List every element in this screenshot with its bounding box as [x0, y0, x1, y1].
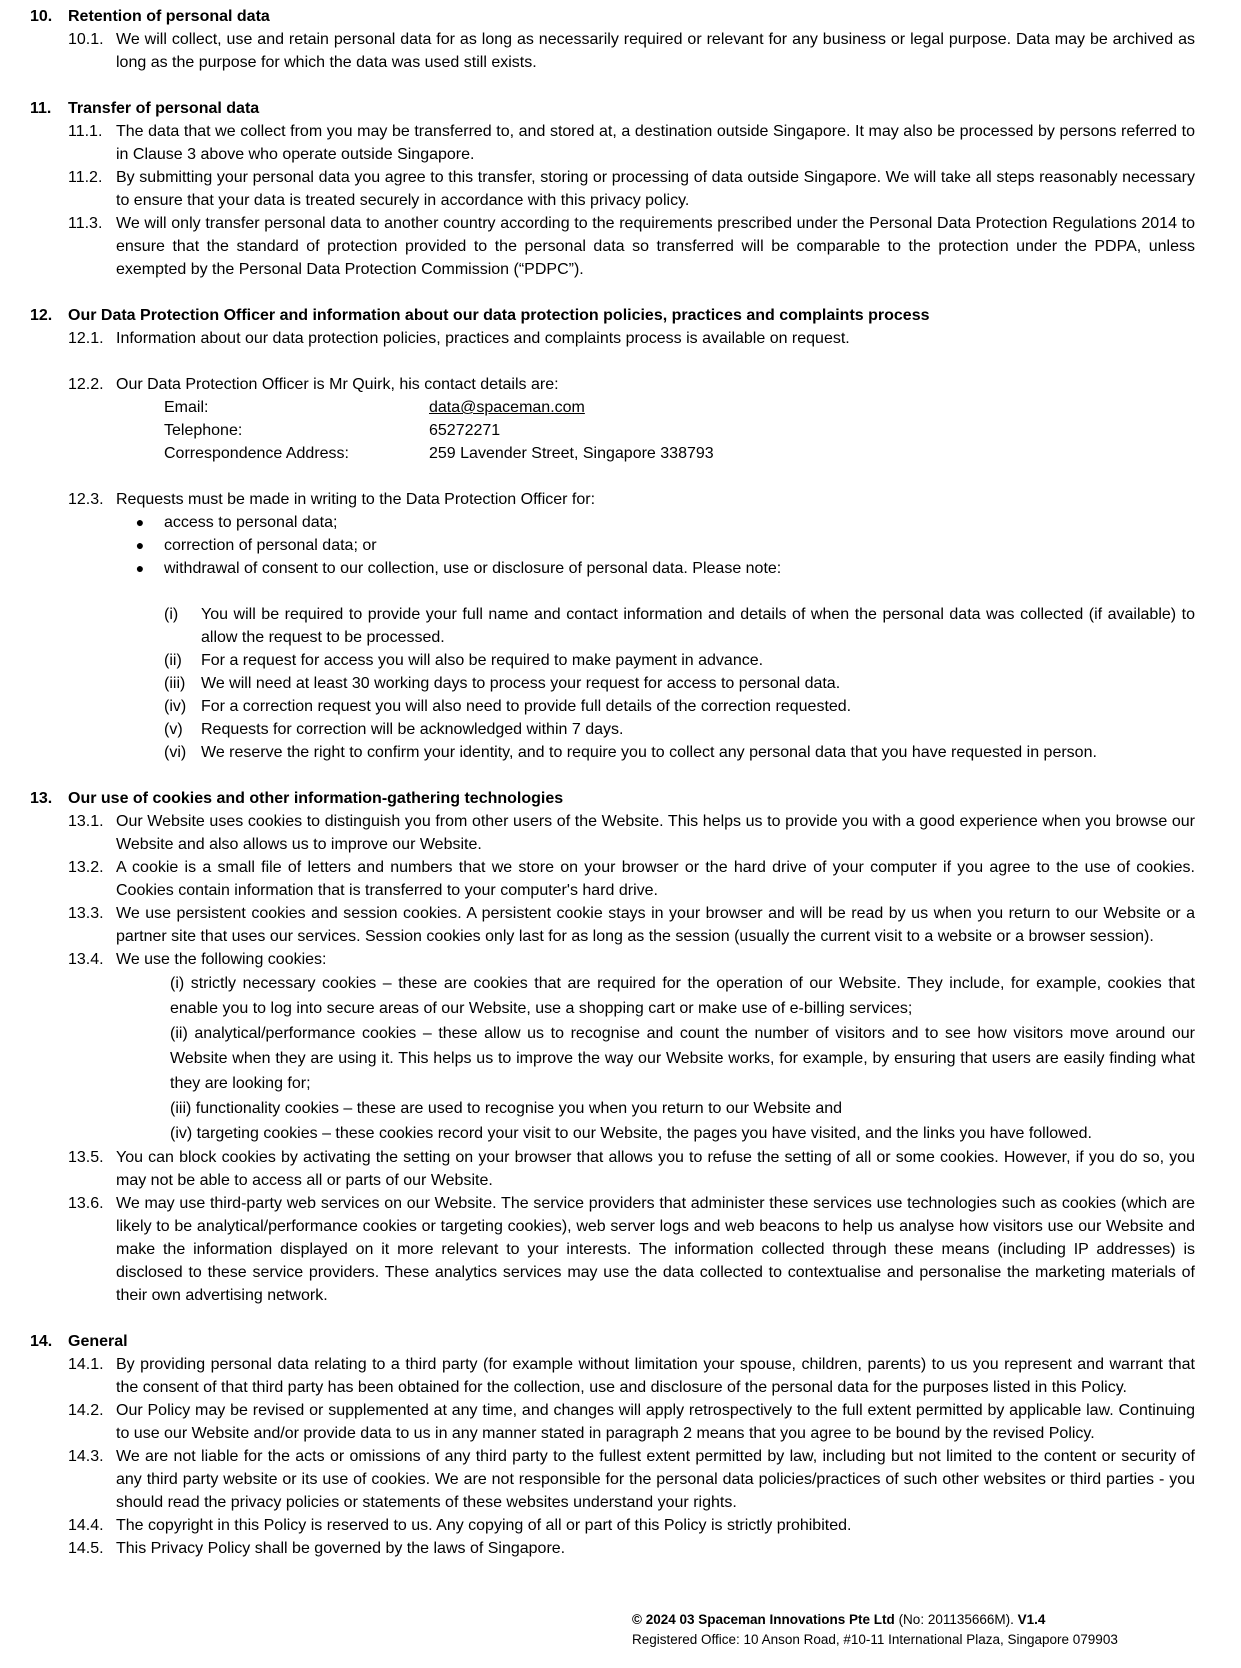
clause-text: We use persistent cookies and session cookies. A persistent cookie stays in your browser and will be read by us when you return to our Website or a partner site that uses our services. Session cookies only last for as long as the session (usually the current visit to a website or a browser session). — [116, 905, 1195, 945]
clause-12-1 — [68, 327, 1195, 350]
section-13 — [30, 787, 1195, 1307]
clause-number: 11.1. — [68, 123, 103, 140]
section-number: 14. — [30, 1333, 53, 1350]
clause-body — [116, 488, 1195, 764]
clause-12-3 — [68, 488, 1195, 764]
clause-text: We will only transfer personal data to another country according to the requirements prescribed under the Personal Data Protection Regulations 2014 to ensure that the standard of protection provided to the personal data so transferred will be comparable to the protection under the PDPA, unless exempted by the Personal Data Protection Commission (“PDPC”). — [116, 215, 1195, 278]
note-text: You will be required to provide your full name and contact information and details of when the personal data was collected (if available) to allow the request to be processed. — [201, 606, 1195, 646]
spacer — [30, 350, 1195, 373]
note-text: Requests for correction will be acknowledged within 7 days. — [201, 721, 624, 738]
note-number: (iv) — [164, 698, 187, 715]
clause-number: 13.1. — [68, 813, 104, 830]
clause-14-2 — [68, 1399, 1195, 1445]
section-12 — [30, 304, 1195, 764]
section-number: 13. — [30, 790, 53, 807]
clause-number: 11.3. — [68, 215, 103, 232]
clause-14-3 — [68, 1445, 1195, 1514]
clause-text: Requests must be made in writing to the Data Protection Officer for: — [116, 491, 596, 508]
note-item — [164, 741, 1195, 764]
clause-number: 13.2. — [68, 859, 104, 876]
clause-text: Our Website uses cookies to distinguish you from other users of the Website. This helps us to provide you with a good experience when you browse our Website and also allows us to improve our Website. — [116, 813, 1195, 853]
clause-14-5 — [68, 1537, 1195, 1560]
clause-number: 14.5. — [68, 1540, 104, 1557]
clause-10-1 — [68, 28, 1195, 74]
clause-11-1 — [68, 120, 1195, 166]
bullet-icon: ● — [135, 514, 145, 530]
clause-number: 13.5. — [68, 1149, 104, 1166]
email-link[interactable]: data@spaceman.com — [429, 399, 585, 416]
section-title: General — [68, 1333, 128, 1350]
contact-phone-row — [164, 419, 1195, 442]
section-title: Retention of personal data — [68, 8, 270, 25]
clause-number: 12.1. — [68, 330, 104, 347]
clause-text: We use the following cookies: — [116, 951, 327, 968]
clause-number: 14.1. — [68, 1356, 104, 1373]
note-number: (iii) — [164, 675, 186, 692]
footer-version: V1.4 — [1017, 1612, 1046, 1627]
bullet-icon: ● — [135, 560, 145, 576]
section-10 — [30, 5, 1195, 74]
section-number: 12. — [30, 307, 53, 324]
clause-number: 12.3. — [68, 491, 104, 508]
note-text: We reserve the right to confirm your identity, and to require you to collect any personal data that you have requested in person. — [201, 744, 1097, 761]
policy-page — [30, 5, 1195, 1583]
address-label: Correspondence Address: — [164, 445, 349, 462]
clause-text: We are not liable for the acts or omissions of any third party to the fullest extent permitted by law, including but not limited to the content or security of any third party website or its use of cookies. We are not responsible for the personal data policies/practices of such other websites or third parties - you should read the privacy policies or statements of these websites understand your rights. — [116, 1448, 1195, 1511]
section-heading — [30, 5, 1195, 28]
note-item — [164, 603, 1195, 649]
clause-text: A cookie is a small file of letters and numbers that we store on your browser or the hard drive of your computer if you agree to the use of cookies. Cookies contain information that is transferred to your computer's hard drive. — [116, 859, 1195, 899]
section-title: Our Data Protection Officer and information about our data protection policies, practices and complaints process — [68, 307, 930, 324]
clause-11-2 — [68, 166, 1195, 212]
clause-number: 14.3. — [68, 1448, 104, 1465]
clause-text: This Privacy Policy shall be governed by the laws of Singapore. — [116, 1540, 566, 1557]
section-number: 11. — [30, 100, 52, 117]
clause-text: We may use third-party web services on our Website. The service providers that administer these services use technologies such as cookies (which are likely to be analytical/performance cookies or targeting cookies), web server logs and web beacons to help us analyse how visitors use our Website and make the information displayed on it more relevant to your interests. The information collected through these means (including IP addresses) is disclosed to these service providers. These analytics services may use the data collected to contextualise and personalise the marketing materials of their own advertising network. — [116, 1195, 1195, 1304]
note-text: For a request for access you will also be required to make payment in advance. — [201, 652, 764, 669]
clause-number: 13.6. — [68, 1195, 104, 1212]
section-heading — [30, 304, 1195, 327]
footer-copyright-line — [632, 1610, 1118, 1630]
bullet-item — [116, 534, 1195, 557]
spacer — [116, 580, 1195, 603]
clause-number: 14.4. — [68, 1517, 104, 1534]
clause-number: 10.1. — [68, 31, 104, 48]
note-text: We will need at least 30 working days to process your request for access to personal data. — [201, 675, 841, 692]
bullet-text: withdrawal of consent to our collection, use or disclosure of personal data. Please note: — [164, 560, 782, 577]
section-heading — [30, 97, 1195, 120]
note-number: (ii) — [164, 652, 182, 669]
footer-office: Registered Office: 10 Anson Road, #10-11 International Plaza, Singapore 079903 — [632, 1632, 1118, 1647]
clause-text: Information about our data protection policies, practices and complaints process is available on request. — [116, 330, 850, 347]
clause-14-4 — [68, 1514, 1195, 1537]
note-text: For a correction request you will also need to provide full details of the correction requested. — [201, 698, 852, 715]
clause-12-2 — [68, 373, 1195, 465]
clause-13-3 — [68, 902, 1195, 948]
clause-number: 14.2. — [68, 1402, 104, 1419]
cookie-type-item: (iii) functionality cookies – these are used to recognise you when you return to our Website and — [170, 1100, 843, 1117]
clause-number: 13.4. — [68, 951, 104, 968]
note-item — [164, 649, 1195, 672]
address-value: 259 Lavender Street, Singapore 338793 — [429, 445, 714, 462]
note-item — [164, 695, 1195, 718]
clause-number: 13.3. — [68, 905, 104, 922]
clause-number: 12.2. — [68, 376, 104, 393]
section-14 — [30, 1330, 1195, 1560]
phone-label: Telephone: — [164, 422, 243, 439]
note-item — [164, 672, 1195, 695]
note-item — [164, 718, 1195, 741]
cookie-type-item: (ii) analytical/performance cookies – these allow us to recognise and count the number of visitors and to see how visitors move around our Website when they are using it. This helps us to improve the way our Website works, for example, by ensuring that users are easily finding what they are looking for; — [170, 1025, 1195, 1092]
email-label: Email: — [164, 399, 209, 416]
note-number: (vi) — [164, 744, 187, 761]
clause-text: By submitting your personal data you agree to this transfer, storing or processing of data outside Singapore. We will take all steps reasonably necessary to ensure that your data is treated securely in accordance with this privacy policy. — [116, 169, 1195, 209]
section-title: Our use of cookies and other information-gathering technologies — [68, 790, 564, 807]
clause-body — [116, 948, 1195, 1146]
clause-13-6 — [68, 1192, 1195, 1307]
contact-address-row — [164, 442, 1195, 465]
bullet-text: correction of personal data; or — [164, 537, 377, 554]
clause-text: You can block cookies by activating the setting on your browser that allows you to refuse the setting of all or some cookies. However, if you do so, you may not be able to access all or parts of our Website. — [116, 1149, 1195, 1189]
note-number: (v) — [164, 721, 183, 738]
contact-email-row — [164, 396, 1195, 419]
clause-text: We will collect, use and retain personal data for as long as necessarily required or relevant for any business or legal purpose. Data may be archived as long as the purpose for which the data was used still exists. — [116, 31, 1195, 71]
bullet-text: access to personal data; — [164, 514, 338, 531]
clause-body — [116, 373, 1195, 465]
clause-text: The copyright in this Policy is reserved to us. Any copying of all or part of this Policy is strictly prohibited. — [116, 1517, 852, 1534]
section-11 — [30, 97, 1195, 281]
spacer — [30, 465, 1195, 488]
section-heading — [30, 1330, 1195, 1353]
bullet-item — [116, 557, 1195, 580]
section-heading — [30, 787, 1195, 810]
cookie-type-item: (i) strictly necessary cookies – these are cookies that are required for the operation of our Website. They include, for example, cookies that enable you to log into secure areas of our Website, use a shopping cart or make use of e-billing services; — [170, 975, 1195, 1017]
clause-13-4 — [68, 948, 1195, 1146]
clause-13-2 — [68, 856, 1195, 902]
clause-14-1 — [68, 1353, 1195, 1399]
cookie-type-item: (iv) targeting cookies – these cookies record your visit to our Website, the pages you have visited, and the links you have followed. — [170, 1125, 1092, 1142]
clause-text: The data that we collect from you may be transferred to, and stored at, a destination outside Singapore. It may also be processed by persons referred to in Clause 3 above who operate outside Singapore. — [116, 123, 1195, 163]
bullet-icon: ● — [135, 537, 145, 553]
clause-13-1 — [68, 810, 1195, 856]
footer-company: © 2024 03 Spaceman Innovations Pte Ltd — [632, 1612, 895, 1627]
phone-value: 65272271 — [429, 422, 501, 439]
clause-number: 11.2. — [68, 169, 103, 186]
clause-13-5 — [68, 1146, 1195, 1192]
section-number: 10. — [30, 8, 53, 25]
clause-text: Our Data Protection Officer is Mr Quirk, his contact details are: — [116, 376, 559, 393]
clause-11-3 — [68, 212, 1195, 281]
page-footer — [632, 1610, 1118, 1650]
clause-text: Our Policy may be revised or supplemented at any time, and changes will apply retrospectively to the full extent permitted by applicable law. Continuing to use our Website and/or provide data to us in any manner stated in paragraph 2 means that you agree to be bound by the revised Policy. — [116, 1402, 1195, 1442]
section-title: Transfer of personal data — [68, 100, 260, 117]
footer-reg-no: (No: 201135666M). — [898, 1612, 1014, 1627]
bullet-item — [116, 511, 1195, 534]
note-number: (i) — [164, 606, 179, 623]
clause-text: By providing personal data relating to a third party (for example without limitation your spouse, children, parents) to us you represent and warrant that the consent of that third party has been obtained for the collection, use and disclosure of the personal data for the purposes listed in this Policy. — [116, 1356, 1195, 1396]
